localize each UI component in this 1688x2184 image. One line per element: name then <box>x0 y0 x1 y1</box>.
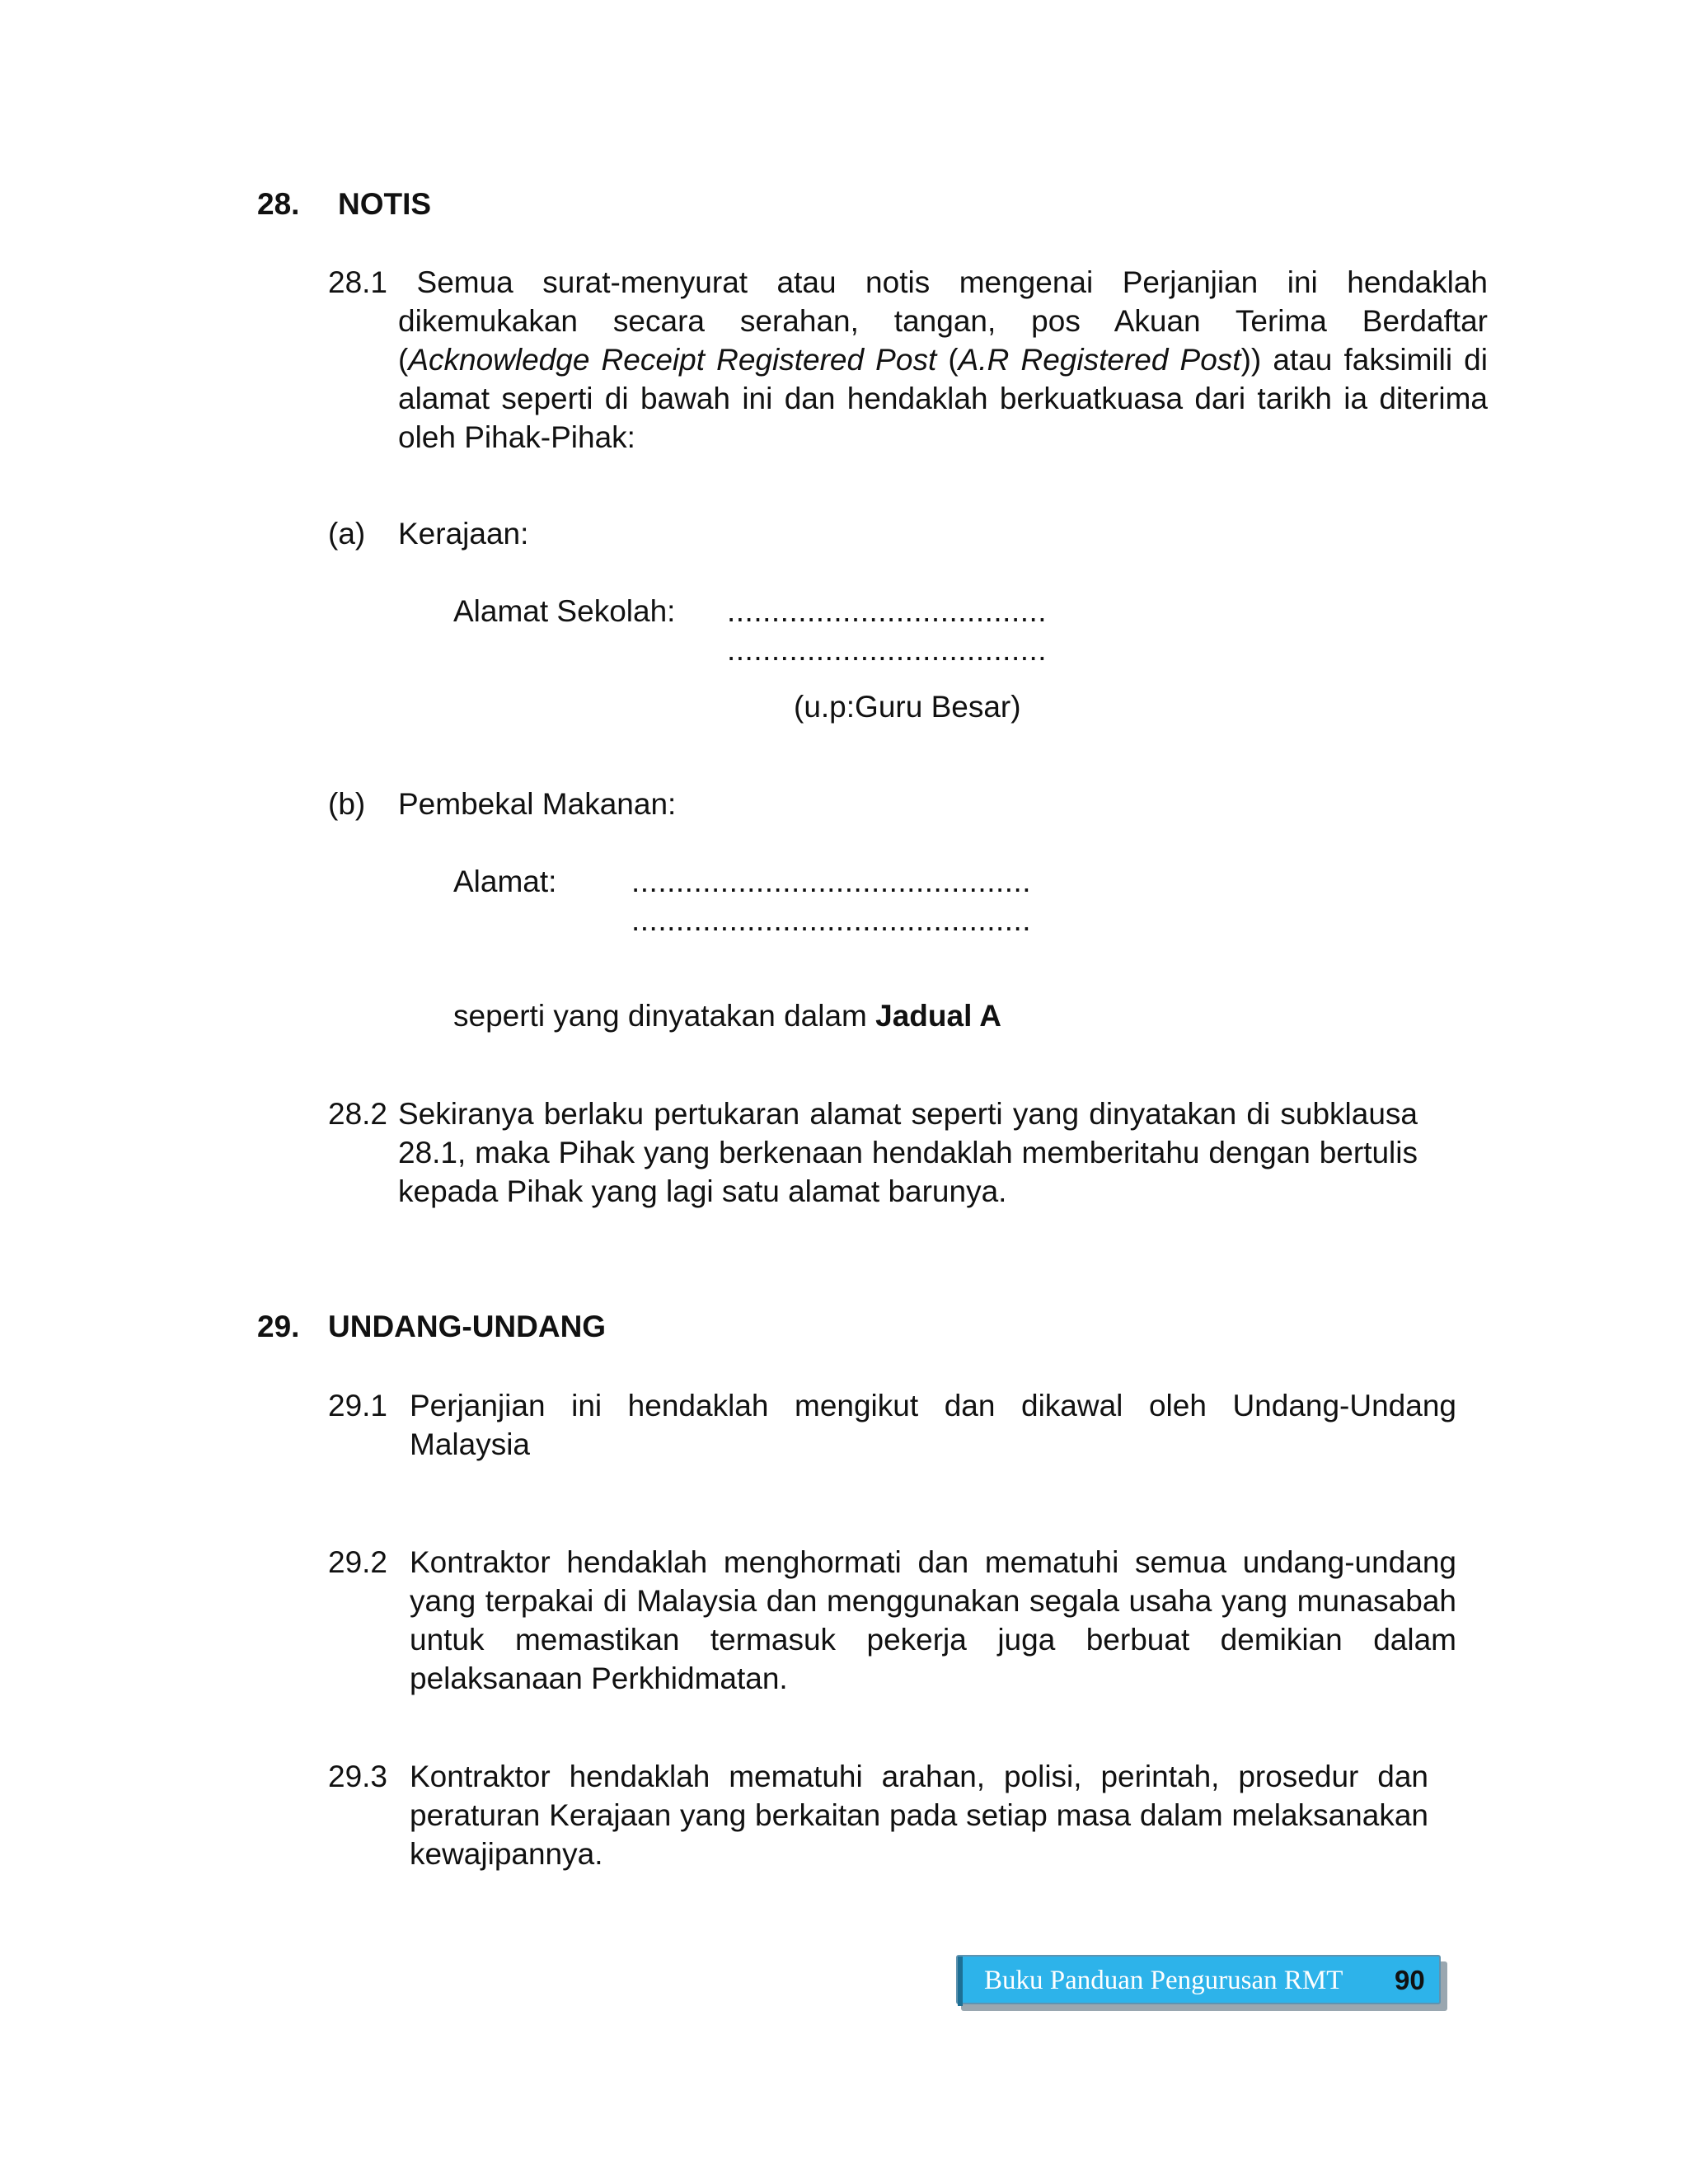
schedule-a-note-text: seperti yang dinyatakan dalam <box>453 999 876 1033</box>
clause-29-2-text: Kontraktor hendaklah menghormati dan mematuhi semua undang-undang yang terpakai di Malaysia dan menggunakan segala usaha yang munasabah untuk memastikan termasuk pekerja juga berbuat demikian dalam pelaksanaan Perkhidmatan. <box>410 1545 1456 1695</box>
footer-banner <box>956 1955 1441 2004</box>
clause-28-1-text-before: Semua surat-menyurat atau notis mengenai Perjanjian ini hendaklah dikemukakan secara serahan, tangan, pos Akuan Terima Berdaftar ( <box>398 265 1488 377</box>
school-address-label: Alamat Sekolah: <box>453 594 676 628</box>
item-b-marker: (b) <box>328 787 366 821</box>
supplier-address-line-2: ............................................. <box>631 903 1032 937</box>
attention-headmaster: (u.p:Guru Besar) <box>794 690 1021 724</box>
school-address-line-1: .................................... <box>727 594 1048 628</box>
supplier-address-line-1: ............................................. <box>631 865 1032 898</box>
page-footer <box>956 1955 1449 2013</box>
clause-28-1-text-after: )) atau faksimili di alamat seperti di bawah ini dan hendaklah berkuatkuasa dari tarikh ia diterima oleh Pihak-Pihak: <box>398 343 1488 454</box>
clause-28-2-text: Sekiranya berlaku pertukaran alamat seperti yang dinyatakan di subklausa 28.1, maka Pihak yang berkenaan hendaklah memberitahu dengan bertulis kepada Pihak yang lagi satu alamat barunya. <box>398 1097 1418 1208</box>
item-a-label: Kerajaan: <box>398 517 529 551</box>
section-28-title: NOTIS <box>338 187 432 221</box>
clause-28-1-italic-1: Acknowledge Receipt Registered Post <box>408 343 937 377</box>
clause-28-1 <box>328 263 1488 457</box>
school-address-line-2: .................................... <box>727 633 1048 667</box>
clause-29-3-number: 29.3 <box>328 1760 388 1793</box>
schedule-a-reference: Jadual A <box>875 999 1001 1033</box>
clause-29-1-number: 29.1 <box>328 1389 388 1422</box>
clause-29-1-text: Perjanjian ini hendaklah mengikut dan dikawal oleh Undang-Undang Malaysia <box>410 1389 1456 1461</box>
clause-29-3-text: Kontraktor hendaklah mematuhi arahan, polisi, perintah, prosedur dan peraturan Kerajaan yang berkaitan pada setiap masa dalam melaksanakan kewajipannya. <box>410 1760 1428 1871</box>
section-28-number: 28. <box>257 187 300 221</box>
section-29-title: UNDANG-UNDANG <box>328 1310 607 1343</box>
item-b-label: Pembekal Makanan: <box>398 787 677 821</box>
schedule-a-note <box>453 996 1001 1035</box>
clause-28-2-number: 28.2 <box>328 1097 388 1131</box>
clause-28-1-number: 28.1 <box>328 265 388 299</box>
footer-accent-bar <box>958 1957 963 2006</box>
page-number: 90 <box>1395 1965 1425 1995</box>
supplier-address-label: Alamat: <box>453 865 557 898</box>
clause-28-1-text-mid: ( <box>936 343 959 377</box>
clause-28-1-italic-2: A.R Registered Post <box>958 343 1241 377</box>
section-29-number: 29. <box>257 1310 300 1343</box>
item-a-marker: (a) <box>328 517 366 551</box>
clause-29-2-number: 29.2 <box>328 1545 388 1579</box>
footer-book-title: Buku Panduan Pengurusan RMT <box>984 1966 1343 1995</box>
